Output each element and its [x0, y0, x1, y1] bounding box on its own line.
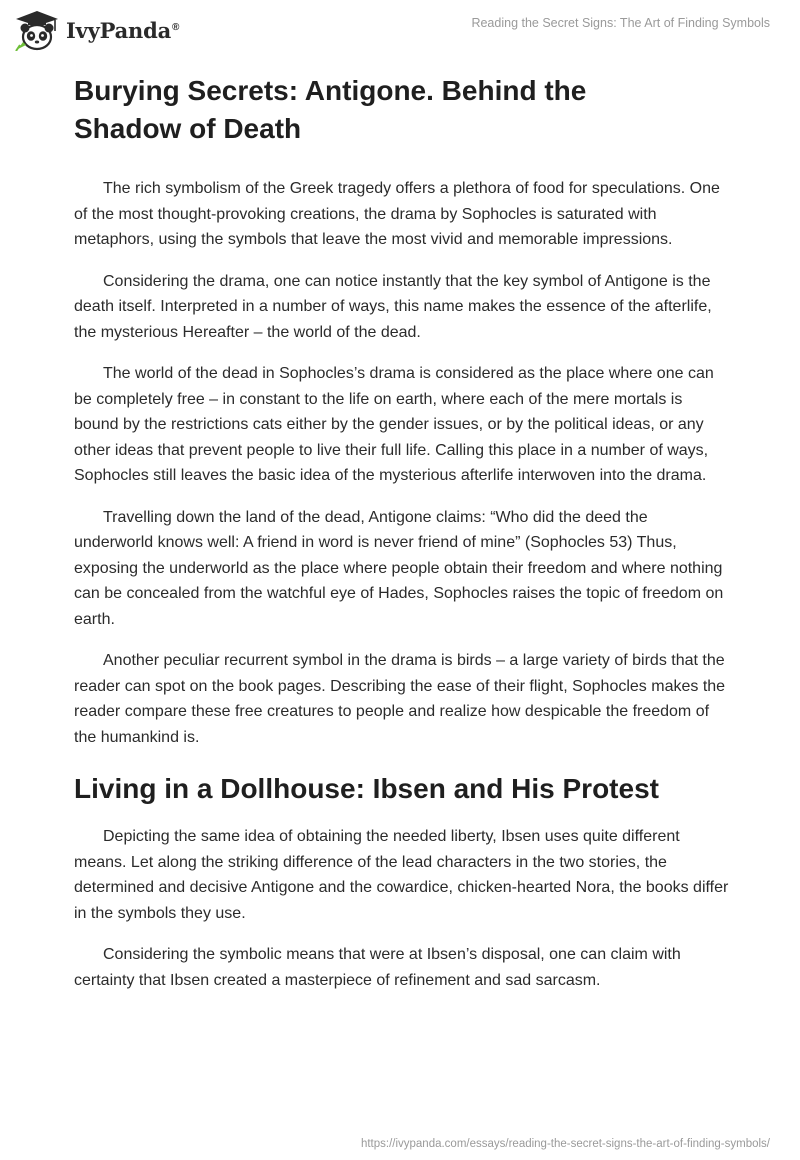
page-header: [0, 0, 800, 64]
paragraph: Considering the symbolic means that were at Ibsen’s disposal, one can claim with certainty that Ibsen created a masterpiece of refinement and sad sarcasm.: [74, 946, 681, 989]
panda-mascot-icon: [14, 9, 60, 51]
section-heading-dollhouse: Living in a Dollhouse: Ibsen and His Protest: [74, 773, 659, 804]
paragraph: Depicting the same idea of obtaining the needed liberty, Ibsen uses quite different means. Let along the striking difference of the lead characters in the two stories, the determined and decisive Antigone and the cowardice, chicken-hearted Nora, the books differ in the symbols they use.: [74, 828, 729, 922]
ivypanda-logo[interactable]: [14, 8, 179, 52]
paragraph: Travelling down the land of the dead, Antigone claims: “Who did the deed the underworld knows well: A friend in word is never friend of mine” (Sophocles 53) Thus, exposing the underworld as the place where people obtain their freedom and where nothing can be concealed from the watchful eye of Hades, Sophocles raises the topic of freedom on earth.: [74, 508, 724, 628]
brand-name: IvyPanda®: [66, 17, 180, 43]
paragraph: The world of the dead in Sophocles’s drama is considered as the place where one can be completely free – in constant to the life on earth, where each of the mere mortals is bound by the restrictions cats either by the gender issues, or by the political ideas, or any other ideas that prevent people to live their full life. Calling this place in a number of ways, Sophocles still leaves the basic idea of the mysterious afterlife interwoven into the drama.: [74, 365, 714, 484]
article-body: [74, 72, 730, 1009]
section-heading-antigone: Burying Secrets: Antigone. Behind the Shadow of Death: [74, 75, 587, 144]
registered-mark: ®: [172, 21, 180, 33]
paragraph: Considering the drama, one can notice instantly that the key symbol of Antigone is the death itself. Interpreted in a number of ways, this name makes the essence of the afterlife, the mysterious Hereafter – the world of the dead.: [74, 272, 712, 341]
source-url-link[interactable]: https://ivypanda.com/essays/reading-the-secret-signs-the-art-of-finding-symbols/: [360, 1138, 770, 1150]
paragraph: The rich symbolism of the Greek tragedy offers a plethora of food for speculations. One of the most thought-provoking creations, the drama by Sophocles is saturated with metaphors, using the symbols that leave the most vivid and memorable impressions.: [74, 180, 720, 248]
paragraph: Another peculiar recurrent symbol in the drama is birds – a large variety of birds that the reader can spot on the book pages. Describing the ease of their flight, Sophocles makes the reader compare these free creatures to people and realize how despicable the freedom of the humankind is.: [74, 652, 726, 746]
document-title: Reading the Secret Signs: The Art of Finding Symbols: [471, 16, 770, 30]
